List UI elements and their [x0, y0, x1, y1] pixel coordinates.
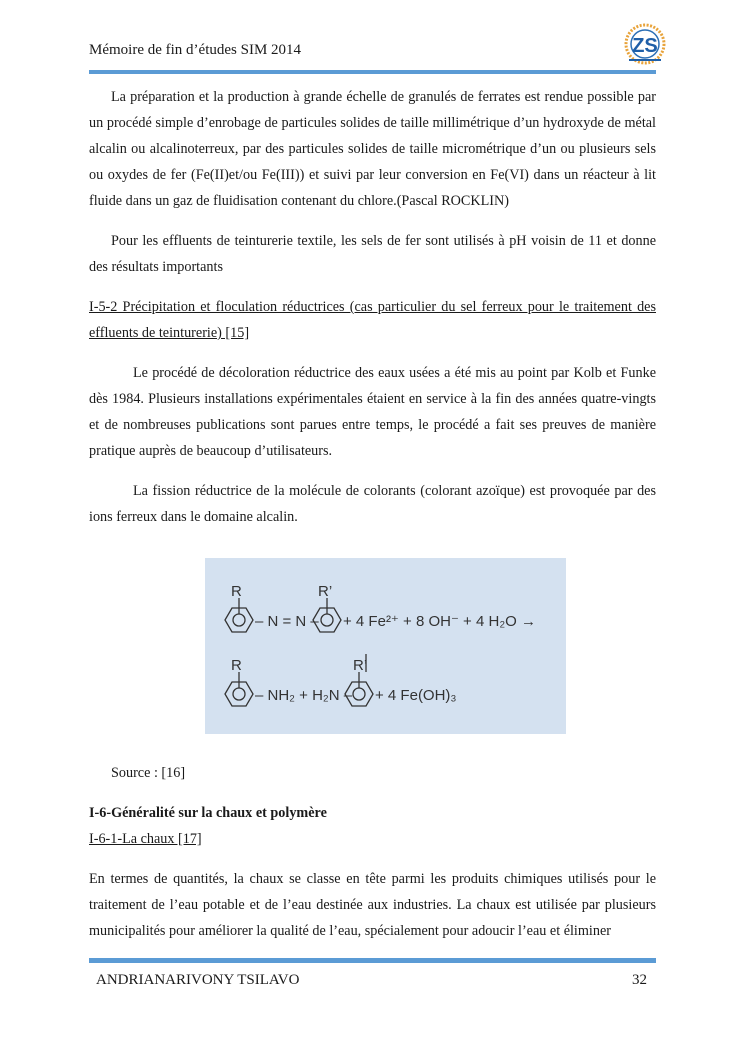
azo-bridge: – N = N – [255, 613, 319, 630]
section-heading-i-5-2: I-5-2 Précipitation et floculation réductrices (cas particulier du sel ferreux pour le traitement des effluents de teinturerie) [15] [89, 299, 656, 341]
page-number: 32 [632, 972, 647, 988]
header-title: Mémoire de fin d’études SIM 2014 [89, 42, 302, 58]
section-heading-i-6: I-6-Généralité sur la chaux et polymère [89, 805, 327, 821]
iron-hydroxide-product: + 4 Fe(OH)₃ [375, 687, 457, 704]
figure-source: Source : [16] [111, 765, 186, 781]
paragraph-ferrates: La préparation et la production à grande échelle de granulés de ferrates est rendue possible par un procédé simple d’enrobage de particules solides de taille millimétrique d’un hydroxyde de métal alcalin ou alcalinoterreux, par des particules solides de taille micrométrique d’un ou plusieurs sels ou oxydes de fer (Fe(II)et/ou Fe(III)) et suivi par leur conversion en Fe(VI) dans un réacteur à lit fluide dans un gaz de fluidisation contenant du chlore.(Pascal ROCKLIN) [89, 89, 656, 209]
paragraph-decoloration: Le procédé de décoloration réductrice des eaux usées a été mis au point par Kolb et Funke dès 1984. Plusieurs installations expérimentales étaient en service à la fin des années quatre-vingts et de nombreuses publications sont parues entre temps, le procédé a fait ses preuves de manière pratique auprès de beaucoup d’utilisateurs. [89, 365, 656, 459]
section-heading-i-6-1: I-6-1-La chaux [17] [89, 831, 202, 847]
amine-products: – NH₂ + H₂N – [255, 687, 353, 704]
footer-author: ANDRIANARIVONY TSILAVO [96, 972, 300, 988]
reagents-line-1: + 4 Fe²⁺ + 8 OH⁻ + 4 H₂O → [343, 613, 536, 630]
school-logo-icon [621, 22, 669, 66]
paragraph-chaux: En termes de quantités, la chaux se classe en tête parmi les produits chimiques utilisés pour le traitement de l’eau potable et de l’eau destinée aux industries. La chaux est utilisée par plusieurs municipalités pour améliorer la qualité de l’eau, spécialement pour adoucir l’eau et éliminer [89, 871, 656, 939]
header-rule [89, 70, 656, 74]
substituent-r-1: R [231, 583, 242, 600]
footer-rule [89, 958, 656, 963]
paragraph-fission: La fission réductrice de la molécule de colorants (colorant azoïque) est provoquée par des ions ferreux dans le domaine alcalin. [89, 483, 656, 525]
substituent-r-prime-1: R’ [318, 583, 333, 600]
substituent-r-2: R [231, 657, 242, 674]
logo-lettering: ZS [632, 35, 658, 57]
paragraph-textile-effluents: Pour les effluents de teinturerie textile, les sels de fer sont utilisés à pH voisin de 11 et donne des résultats importants [89, 233, 656, 275]
substituent-r-prime-2: R’ [353, 657, 368, 674]
reaction-equation-figure [205, 558, 566, 734]
page-body [89, 84, 656, 958]
